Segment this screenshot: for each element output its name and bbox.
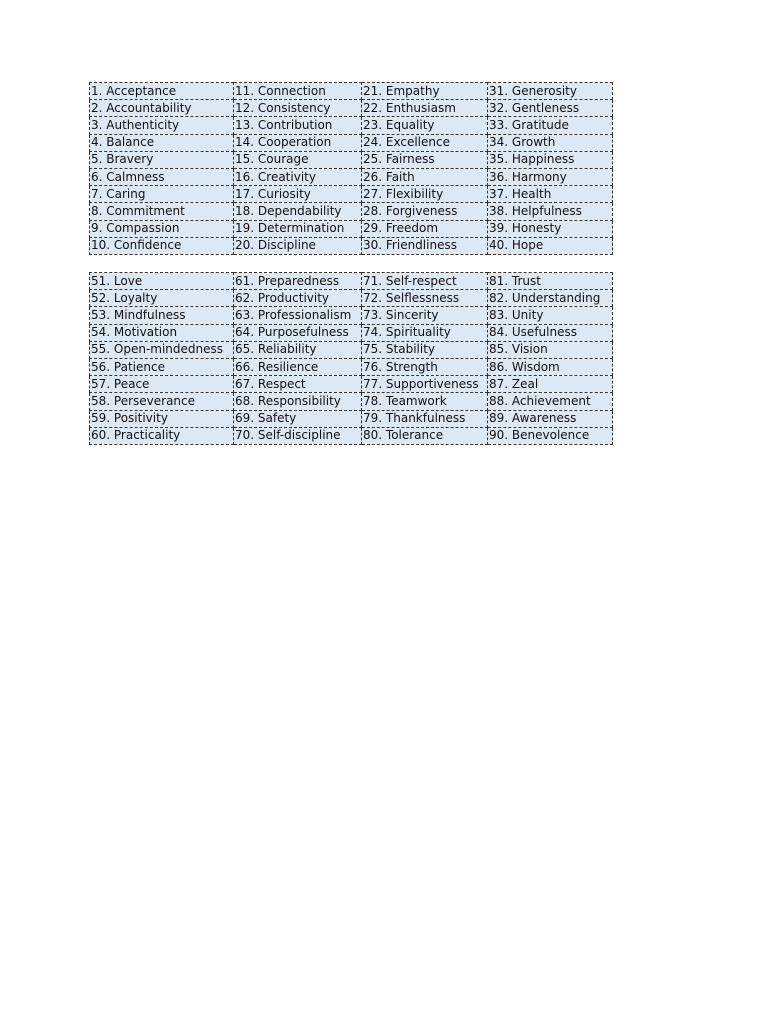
table-cell: 51. Love [90,273,234,290]
table-row [90,427,613,444]
table-cell: 86. Wisdom [488,358,613,375]
table-row [90,237,613,254]
table-cell: 22. Enthusiasm [362,100,488,117]
table-cell: 8. Commitment [90,203,234,220]
table-cell: 34. Growth [488,134,613,151]
table-cell: 3. Authenticity [90,117,234,134]
table-row [90,203,613,220]
table-row [90,186,613,203]
table-cell: 32. Gentleness [488,100,613,117]
table-row [90,393,613,410]
table-cell: 20. Discipline [234,237,362,254]
table-cell: 14. Cooperation [234,134,362,151]
table-cell: 78. Teamwork [362,393,488,410]
table-cell: 16. Creativity [234,168,362,185]
table-row [90,134,613,151]
table-cell: 56. Patience [90,358,234,375]
table-cell: 84. Usefulness [488,324,613,341]
table-cell: 57. Peace [90,376,234,393]
table-cell: 29. Freedom [362,220,488,237]
table-cell: 89. Awareness [488,410,613,427]
table-cell: 11. Connection [234,83,362,100]
table-cell: 54. Motivation [90,324,234,341]
table-cell: 31. Generosity [488,83,613,100]
table-cell: 65. Reliability [234,341,362,358]
table-cell: 10. Confidence [90,237,234,254]
table-cell: 7. Caring [90,186,234,203]
table-cell: 59. Positivity [90,410,234,427]
table-cell: 24. Excellence [362,134,488,151]
table-cell: 25. Fairness [362,151,488,168]
table-cell: 76. Strength [362,358,488,375]
table-row [90,220,613,237]
table-row [90,376,613,393]
table-cell: 87. Zeal [488,376,613,393]
table-cell: 26. Faith [362,168,488,185]
table-cell: 74. Spirituality [362,324,488,341]
table-cell: 28. Forgiveness [362,203,488,220]
table-row [90,117,613,134]
table-row [90,100,613,117]
table-cell: 4. Balance [90,134,234,151]
table-cell: 69. Safety [234,410,362,427]
table-cell: 67. Respect [234,376,362,393]
table-cell: 61. Preparedness [234,273,362,290]
table-cell: 80. Tolerance [362,427,488,444]
table-cell: 71. Self-respect [362,273,488,290]
table-row [90,168,613,185]
table-cell: 68. Responsibility [234,393,362,410]
table-row [90,290,613,307]
table-cell: 9. Compassion [90,220,234,237]
table-cell: 79. Thankfulness [362,410,488,427]
table-cell: 23. Equality [362,117,488,134]
table-cell: 85. Vision [488,341,613,358]
table-cell: 13. Contribution [234,117,362,134]
table-cell: 70. Self-discipline [234,427,362,444]
table-cell: 60. Practicality [90,427,234,444]
table-cell: 33. Gratitude [488,117,613,134]
values-table-body [90,83,613,255]
table-cell: 2. Accountability [90,100,234,117]
table-cell: 81. Trust [488,273,613,290]
table-cell: 36. Harmony [488,168,613,185]
table-cell: 64. Purposefulness [234,324,362,341]
table-cell: 72. Selflessness [362,290,488,307]
values-table-1 [89,82,613,255]
table-row [90,341,613,358]
table-cell: 17. Curiosity [234,186,362,203]
table-row [90,324,613,341]
table-cell: 5. Bravery [90,151,234,168]
table-cell: 52. Loyalty [90,290,234,307]
table-cell: 38. Helpfulness [488,203,613,220]
table-cell: 19. Determination [234,220,362,237]
table-cell: 37. Health [488,186,613,203]
table-cell: 18. Dependability [234,203,362,220]
values-table-2 [89,272,613,445]
table-cell: 66. Resilience [234,358,362,375]
table-row [90,273,613,290]
table-row [90,410,613,427]
table-cell: 1. Acceptance [90,83,234,100]
table-cell: 82. Understanding [488,290,613,307]
table-row [90,358,613,375]
table-cell: 40. Hope [488,237,613,254]
table-cell: 30. Friendliness [362,237,488,254]
table-cell: 63. Professionalism [234,307,362,324]
table-cell: 39. Honesty [488,220,613,237]
table-cell: 83. Unity [488,307,613,324]
table-cell: 75. Stability [362,341,488,358]
table-cell: 62. Productivity [234,290,362,307]
table-cell: 12. Consistency [234,100,362,117]
table-cell: 58. Perseverance [90,393,234,410]
table-cell: 35. Happiness [488,151,613,168]
table-cell: 15. Courage [234,151,362,168]
table-cell: 55. Open-mindedness [90,341,234,358]
table-cell: 73. Sincerity [362,307,488,324]
values-table-body [90,273,613,445]
table-row [90,83,613,100]
table-cell: 27. Flexibility [362,186,488,203]
table-cell: 77. Supportiveness [362,376,488,393]
table-cell: 21. Empathy [362,83,488,100]
table-row [90,307,613,324]
table-cell: 88. Achievement [488,393,613,410]
table-row [90,151,613,168]
table-cell: 6. Calmness [90,168,234,185]
table-cell: 53. Mindfulness [90,307,234,324]
table-cell: 90. Benevolence [488,427,613,444]
